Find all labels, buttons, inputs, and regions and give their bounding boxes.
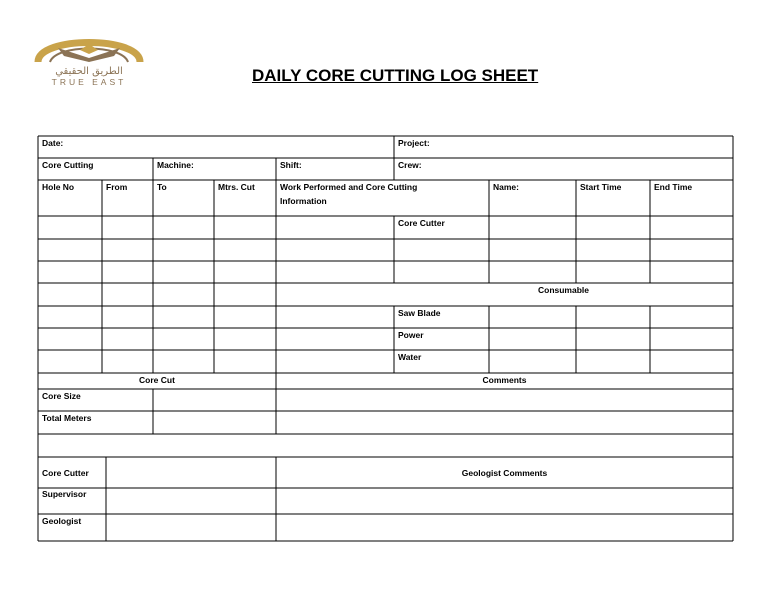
geologist-comments-header: Geologist Comments bbox=[461, 468, 548, 478]
core-cutting-label: Core Cutting bbox=[42, 160, 94, 170]
shift-field[interactable] bbox=[308, 159, 392, 179]
date-field[interactable] bbox=[80, 137, 390, 157]
column-header-name: Name: bbox=[493, 182, 519, 192]
water-label: Water bbox=[398, 352, 422, 362]
machine-label: Machine: bbox=[157, 160, 194, 170]
total-meters-field[interactable] bbox=[155, 412, 274, 433]
column-header-from: From bbox=[106, 182, 128, 192]
comments-header: Comments bbox=[482, 375, 527, 385]
date-label: Date: bbox=[42, 138, 64, 148]
signoff-core-cutter-label: Core Cutter bbox=[42, 468, 89, 478]
logo-emblem-icon bbox=[30, 28, 148, 68]
crew-label: Crew: bbox=[398, 160, 422, 170]
core-size-label: Core Size bbox=[42, 391, 81, 401]
crew-field[interactable] bbox=[430, 159, 730, 179]
core-cutter-signature-field[interactable] bbox=[108, 458, 274, 487]
column-header-hole-no: Hole No bbox=[42, 182, 75, 192]
comments-field[interactable] bbox=[278, 390, 731, 433]
core-cutter-row-label: Core Cutter bbox=[398, 218, 445, 228]
shift-label: Shift: bbox=[280, 160, 302, 170]
consumable-header: Consumable bbox=[537, 285, 589, 295]
supervisor-label: Supervisor bbox=[42, 489, 87, 499]
total-meters-label: Total Meters bbox=[42, 413, 92, 423]
column-header-end-time: End Time bbox=[654, 182, 693, 192]
supervisor-signature-field[interactable] bbox=[108, 489, 274, 513]
geologist-label: Geologist bbox=[42, 516, 82, 526]
core-cut-header: Core Cut bbox=[139, 375, 175, 385]
project-label: Project: bbox=[398, 138, 430, 148]
column-header-start-time: Start Time bbox=[580, 182, 622, 192]
power-label: Power bbox=[398, 330, 424, 340]
geologist-signature-field[interactable] bbox=[108, 515, 274, 540]
geologist-comments-field[interactable] bbox=[278, 489, 731, 540]
column-header-to: To bbox=[157, 182, 167, 192]
page-title: DAILY CORE CUTTING LOG SHEET bbox=[252, 66, 539, 85]
column-header-work-performed: Work Performed and Core Cutting Information bbox=[280, 182, 418, 206]
logo-english-text: TRUE EAST bbox=[51, 77, 127, 87]
logo-arabic-text: الطريق الحقيقي bbox=[55, 66, 123, 77]
column-header-mtrs-cut: Mtrs. Cut bbox=[218, 182, 255, 192]
core-size-field[interactable] bbox=[155, 390, 274, 410]
machine-field[interactable] bbox=[205, 159, 273, 179]
saw-blade-label: Saw Blade bbox=[398, 308, 441, 318]
project-field[interactable] bbox=[440, 137, 730, 157]
